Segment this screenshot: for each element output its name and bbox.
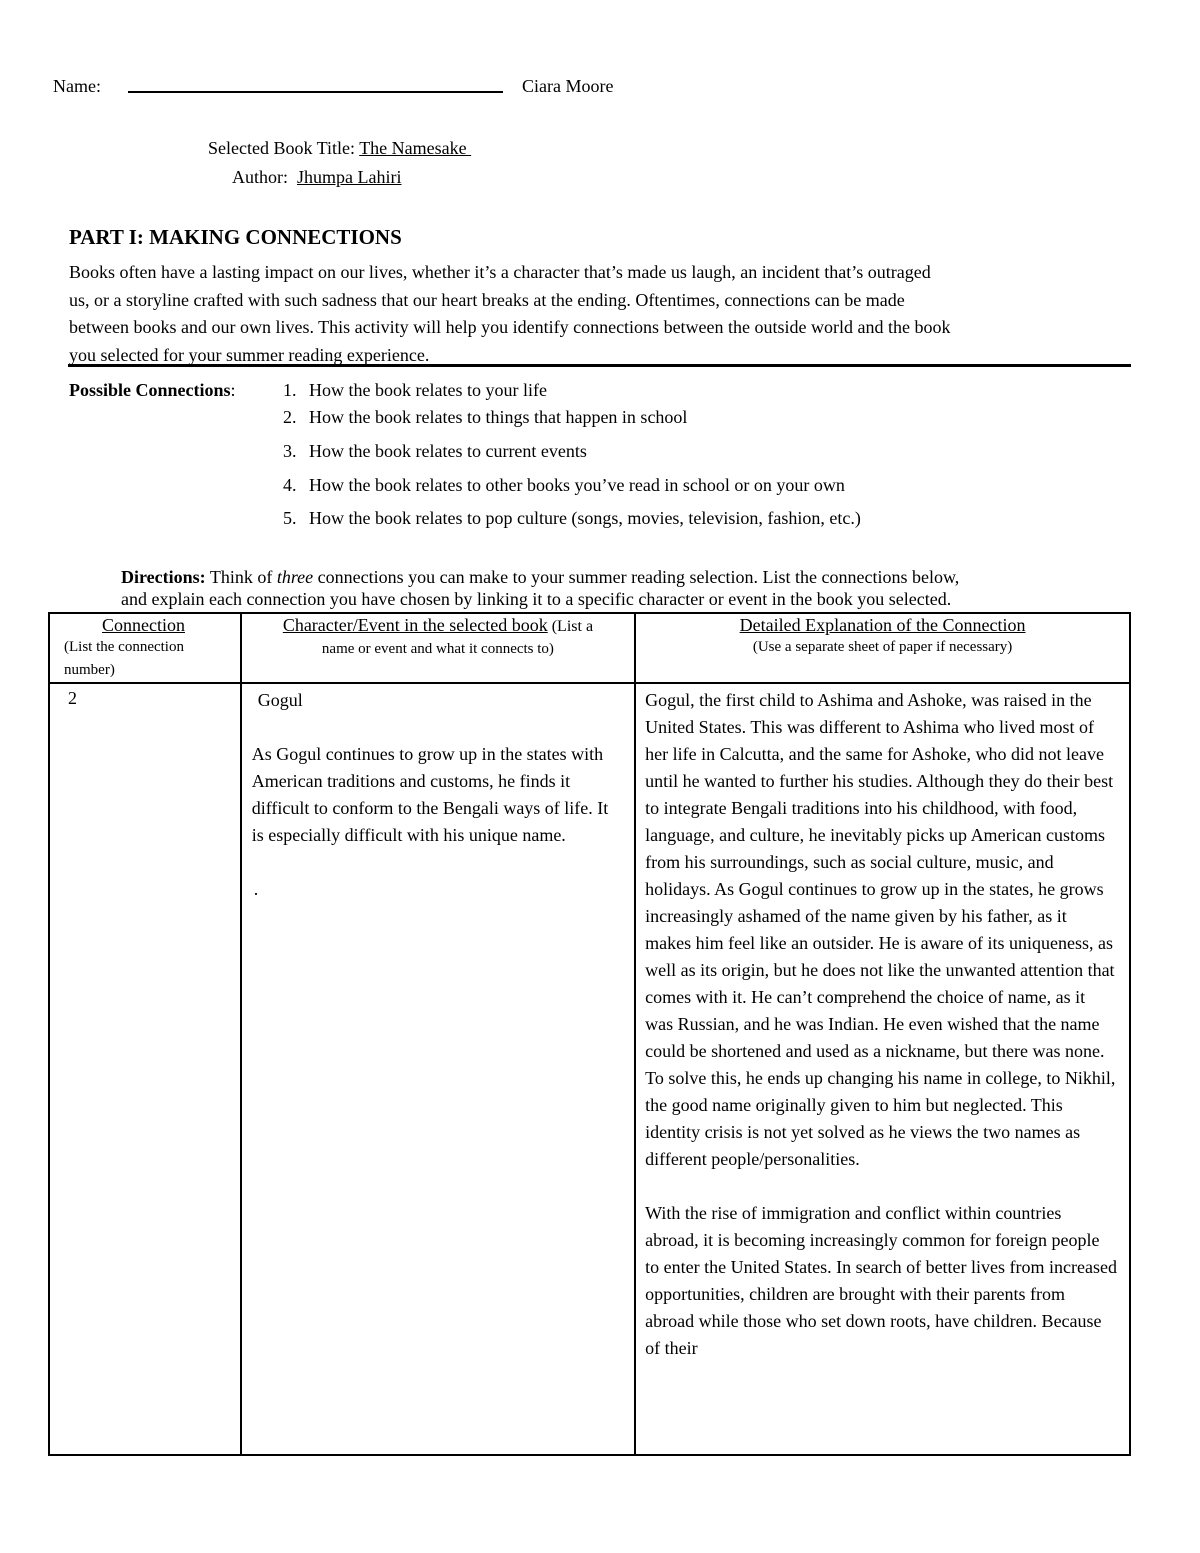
directions-text-a: Think of [205, 567, 277, 587]
header-subtitle: (Use a separate sheet of paper if necessary) [752, 639, 1013, 655]
directions-line-2: and explain each connection you have chosen by linking it to a specific character or event in the book you selected. [121, 589, 952, 609]
directions-text-b: connections you can make to your summer reading selection. List the connections below, [313, 567, 960, 587]
header-explanation [635, 613, 1130, 683]
author-label: Author: [232, 167, 297, 187]
directions-emphasis: three [276, 567, 314, 587]
directions-line-1 [121, 566, 1131, 588]
option-text: How the book relates to things that happen in school [309, 407, 688, 427]
option-text: How the book relates to pop culture (songs, movies, television, fashion, etc.) [309, 508, 861, 528]
table-row [49, 683, 1130, 1455]
intro-line: us, or a storyline crafted with such sadness that our heart breaks at the ending. Oftentimes, connections can be made [69, 289, 905, 310]
explanation-content [636, 684, 1129, 1362]
option-number: 5. [283, 508, 297, 528]
possible-connections-label-text: Possible Connections [69, 380, 231, 400]
header-title-suffix: (List a [547, 618, 594, 635]
intro-line: Books often have a lasting impact on our lives, whether it’s a character that’s made us laugh, an incident that’s outraged [69, 262, 931, 282]
connection-option [283, 380, 547, 400]
header-title: Character/Event in the selected book [282, 615, 548, 635]
option-number: 4. [283, 475, 297, 495]
possible-connections-colon: : [230, 380, 236, 400]
option-text: How the book relates to current events [309, 441, 587, 461]
book-title-label: Selected Book Title: [208, 138, 360, 158]
option-number: 1. [283, 380, 297, 400]
header-title: Connection [102, 615, 185, 635]
connections-table [48, 612, 1131, 1456]
explanation-paragraph-2: With the rise of immigration and conflict within countries abroad, it is becoming increasingly common for foreign people to enter the United States. In search of better lives from increased opportunities, children are brought with their parents from abroad while those who set down roots, have children. Because of their [645, 1203, 1117, 1358]
character-text: As Gogul continues to grow up in the states with American traditions and customs, he finds it difficult to conform to the Bengali ways of life. It is especially difficult with his unique name. [251, 744, 609, 845]
intro-line: you selected for your summer reading experience. [69, 344, 430, 365]
intro-line: between books and our own lives. This activity will help you identify connections between the outside world and the book [69, 317, 951, 337]
cell-character-event [241, 683, 635, 1455]
header-character-event [241, 613, 635, 683]
character-dot: . [253, 879, 259, 899]
name-underline [128, 91, 503, 93]
book-title-line [208, 138, 471, 158]
header-connection [49, 613, 241, 683]
table-header-row [49, 613, 1130, 683]
part-heading: PART I: MAKING CONNECTIONS [69, 225, 402, 249]
book-title-value: The Namesake [359, 138, 472, 158]
header-subtitle: (List the connection number) [64, 639, 184, 678]
option-text: How the book relates to your life [309, 380, 547, 400]
character-content [242, 684, 634, 903]
connection-option [283, 407, 687, 427]
connection-option [283, 441, 587, 461]
intro-paragraph [69, 259, 1134, 369]
author-line [232, 167, 401, 187]
section-divider [68, 364, 1131, 367]
possible-connections-label [69, 380, 236, 400]
name-label: Name: [53, 76, 101, 96]
connection-option [283, 475, 845, 495]
character-name: Gogul [257, 690, 303, 710]
connection-option [283, 508, 861, 528]
name-value: Ciara Moore [522, 76, 614, 96]
cell-connection-number [49, 683, 241, 1455]
option-text: How the book relates to other books you’ve read in school or on your own [309, 475, 845, 495]
header-subtitle: name or event and what it connects to) [321, 641, 554, 657]
explanation-paragraph-1: Gogul, the first child to Ashima and Ashoke, was raised in the United States. This was different to Ashima who lived most of her life in Calcutta, and the same for Ashoke, who did not leave until he wanted to further his studies. Although they do their best to integrate Bengali traditions into his childhood, with food, language, and culture, he inevitably picks up American customs from his surroundings, such as social culture, music, and holidays. As Gogul continues to grow up in the states, he grows increasingly ashamed of the name given by his father, as it makes him feel like an outsider. He is aware of its uniqueness, as well as its origin, but he does not like the unwanted attention that comes with it. He can’t comprehend the choice of name, as it was Russian, and he was Indian. He even wished that the name could be shortened and used as a nickname, but there was none. To solve this, he ends up changing his name in college, to Nikhil, the good name originally given to him but neglected. This identity crisis is not yet solved as he views the two names as different people/personalities. [645, 690, 1116, 1169]
header-title-line [242, 614, 634, 638]
author-value: Jhumpa Lahiri [297, 167, 402, 187]
cell-explanation [635, 683, 1130, 1455]
directions [121, 566, 1131, 610]
option-number: 3. [283, 441, 297, 461]
option-number: 2. [283, 407, 297, 427]
header-title: Detailed Explanation of the Connection [739, 615, 1026, 635]
connection-number: 2 [68, 688, 77, 708]
directions-label: Directions: [121, 567, 206, 587]
